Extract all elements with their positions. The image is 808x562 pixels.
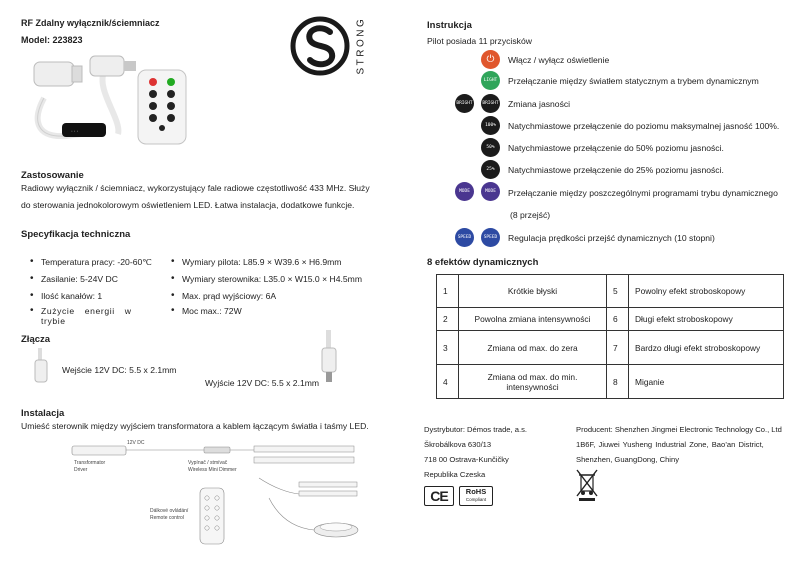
effect-number: 8 [607, 365, 629, 399]
installation-diagram [54, 438, 384, 548]
effect-number: 7 [607, 331, 629, 365]
controller-image [62, 123, 106, 137]
diagram-voltage: 12V DC [127, 440, 145, 446]
distributor-label: Dystrybutor: Démos trade, a.s. [424, 425, 527, 434]
spec-max-power: • Moc max.: 72W [182, 306, 242, 316]
rohs-mark-icon [459, 486, 493, 506]
instruction-mode: Przełączanie między poszczególnymi programami trybu dynamicznego [508, 188, 778, 198]
model-number: Model: 223823 [21, 35, 83, 45]
effects-heading: 8 efektów dynamicznych [427, 257, 539, 268]
instruction-25: Natychmiastowe przełączenie do 25% poziomu jasności. [508, 165, 724, 175]
spec-channels: • Ilość kanałów: 1 [41, 291, 102, 301]
producer-line: 1B6F, Jiuwei Yusheng Industrial Zone, Bao’an District, [576, 440, 764, 449]
producer-block [576, 422, 796, 467]
instruction-brightness: Zmiana jasności [508, 99, 571, 109]
effect-number: 3 [437, 331, 459, 365]
mode-down-button-icon: MODE [455, 182, 474, 201]
power-button-icon: ⏻ [481, 50, 500, 69]
application-line-1: Radiowy wyłącznik / ściemniacz, wykorzystujący fale radiowe częstotliwość 433 MHz. Służy [21, 183, 370, 193]
input-connector-label: Wejście 12V DC: 5.5 x 2.1mm [62, 365, 177, 375]
effect-name: Powolny efekt stroboskopowy [629, 275, 784, 308]
effect-name: Powolna zmiana intensywności [459, 308, 607, 331]
application-line-2: do sterowania jednokolorowym oświetleniem LED. Łatwa instalacja, dodatkowe funkcje. [21, 200, 355, 210]
distributor-line: Republika Czeska [424, 470, 486, 479]
distributor-line: Škrobálkova 630/13 [424, 440, 492, 449]
effects-row [437, 331, 784, 365]
output-plug-image [318, 330, 344, 386]
brightness-25-button-icon: 25% [481, 160, 500, 179]
effect-name: Zmiana od max. do zera [459, 331, 607, 365]
dc-socket-image [34, 62, 82, 86]
instruction-speed: Regulacja prędkości przejść dynamicznych (10 stopni) [508, 233, 715, 243]
instruction-power: Włącz / wyłącz oświetlenie [508, 55, 610, 65]
distributor-block [424, 422, 527, 482]
spec-max-current: • Max. prąd wyjściowy: 6A [182, 291, 276, 301]
rohs-sub-label: Compliant [465, 497, 487, 502]
svg-text:• • •: • • • [71, 129, 79, 133]
effects-row [437, 275, 784, 308]
speed-down-button-icon: SPEED [455, 228, 474, 247]
dc-plug-image [90, 56, 136, 76]
specs-heading: Specyfikacja techniczna [21, 229, 131, 240]
diagram-dimmer [188, 460, 237, 474]
effect-number: 4 [437, 365, 459, 399]
spec-controller-dimensions: • Wymiary sterownika: L35.0 × W15.0 × H4.5mm [182, 274, 362, 284]
distributor-line: 718 00 Ostrava-Kunčičky [424, 455, 509, 464]
spec-consumption [41, 306, 153, 326]
instruction-50: Natychmiastowe przełączenie do 50% poziomu jasności. [508, 143, 724, 153]
spec-supply: • Zasilanie: 5-24V DC [41, 274, 118, 284]
diagram-transformer [74, 460, 105, 474]
instructions-intro: Pilot posiada 11 przycisków [427, 36, 532, 46]
diagram-dimmer-en: Wireless Mini Dimmer [188, 467, 237, 473]
connectors-heading: Złącza [21, 334, 51, 345]
producer-line: Shenzhen, GuangDong, Chiny [576, 455, 680, 464]
effect-number: 6 [607, 308, 629, 331]
input-socket-image [34, 346, 60, 386]
product-photo [26, 50, 196, 146]
diagram-remote-en: Remote control [150, 515, 184, 521]
light-button-icon: LIGHT [481, 71, 500, 90]
effects-row [437, 308, 784, 331]
spec-temperature: • Temperatura pracy: -20-60℃ [41, 257, 152, 268]
effect-number: 5 [607, 275, 629, 308]
brightness-50-button-icon: 50% [481, 138, 500, 157]
product-title: RF Zdalny wyłącznik/ściemniacz [21, 18, 160, 28]
rohs-label: RoHS [465, 487, 487, 496]
diagram-lines [54, 438, 384, 548]
spec-consumption-text: • Zużycie energii w trybie [41, 306, 132, 326]
diagram-remote [150, 508, 188, 522]
remote-image [138, 70, 186, 144]
diagram-transformer-en: Driver [74, 467, 88, 473]
effect-name: Zmiana od max. do min. intensywności [459, 365, 607, 399]
diagram-dimmer-cz: Vypínač / stmívač [188, 460, 228, 466]
installation-heading: Instalacja [21, 408, 65, 419]
strong-logo-text-box [353, 18, 367, 78]
diagram-transformer-pl: Transformator [74, 460, 106, 466]
effect-name: Długi efekt stroboskopowy [629, 308, 784, 331]
effects-table [436, 274, 784, 399]
producer-label: Producent: Shenzhen Jingmei Electronic Technology Co., Ltd [576, 425, 782, 434]
effect-name: Krótkie błyski [459, 275, 607, 308]
instructions-heading: Instrukcja [427, 20, 472, 31]
effect-name: Miganie [629, 365, 784, 399]
output-connector-label: Wyjście 12V DC: 5.5 x 2.1mm [205, 378, 320, 388]
instruction-light: Przełączanie między światłem statycznym a trybem dynamicznym [508, 76, 759, 86]
installation-text: Umieść sterownik między wyjściem transformatora a kablem łączącym światła i taśmy LED. [21, 421, 369, 431]
effect-name: Bardzo długi efekt stroboskopowy [629, 331, 784, 365]
diagram-remote-cz: Dálkové ovládání [150, 508, 189, 514]
bright-up-button-icon: BRIGHT [481, 94, 500, 113]
strong-logo-text: STRONG [355, 16, 367, 75]
spec-remote-dimensions: • Wymiary pilota: L85.9 × W39.6 × H6.9mm [182, 257, 341, 267]
effects-row [437, 365, 784, 399]
instruction-100: Natychmiastowe przełączenie do poziomu maksymalnej jasność 100%. [508, 121, 780, 131]
ce-mark-icon: CE [424, 486, 454, 506]
weee-bin-icon [576, 468, 598, 502]
effect-number: 1 [437, 275, 459, 308]
speed-up-button-icon: SPEED [481, 228, 500, 247]
instruction-mode-count: (8 przejść) [510, 210, 551, 220]
brightness-100-button-icon: 100% [481, 116, 500, 135]
effect-number: 2 [437, 308, 459, 331]
bright-down-button-icon: BRIGHT [455, 94, 474, 113]
mode-up-button-icon: MODE [481, 182, 500, 201]
application-heading: Zastosowanie [21, 170, 84, 181]
